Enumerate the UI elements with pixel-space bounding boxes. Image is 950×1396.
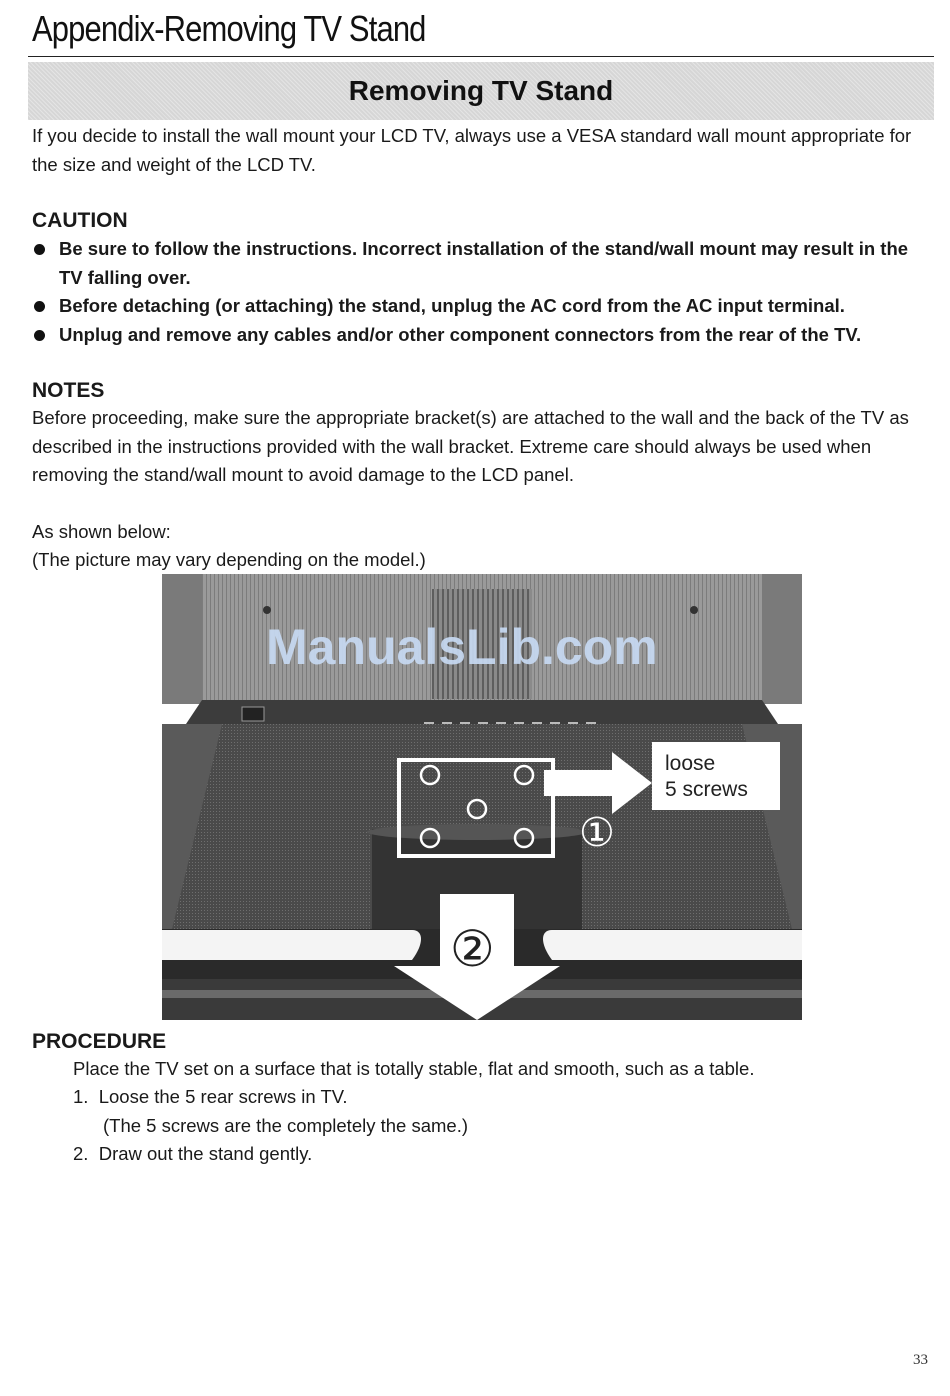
procedure-step-1-note: (The 5 screws are the completely the same.) [103,1115,469,1136]
callout-line1: loose [665,752,716,775]
notes-paragraph: Before proceeding, make sure the appropriate bracket(s) are attached to the wall and the back of the TV as described in the instructions provided with the wall bracket. Extreme care should always be used when removing the stand/wall mount to avoid damage to the LCD panel. [32,407,909,485]
bullet-icon [34,244,45,255]
picture-note: (The picture may vary depending on the model.) [32,549,426,570]
procedure-step-1: 1. Loose the 5 rear screws in TV. [73,1086,348,1107]
shown-below-text: As shown below: [32,521,171,542]
caution-item [32,321,934,350]
banner-title: Removing TV Stand [348,75,614,106]
section-banner [28,62,934,120]
caution-item [32,292,934,321]
procedure-intro: Place the TV set on a surface that is totally stable, flat and smooth, such as a table. [73,1058,755,1079]
caution-list [32,235,934,349]
step1-marker: ① [579,810,615,856]
caution-item-text: Unplug and remove any cables and/or other component connectors from the rear of the TV. [59,323,862,345]
tv-rear-photo [162,574,802,1020]
procedure-step-2: 2. Draw out the stand gently. [73,1143,313,1164]
page-title: Appendix-Removing TV Stand [32,8,426,49]
caution-item-text: Be sure to follow the instructions. Incorrect installation of the stand/wall mount may result in the TV falling over. [59,238,909,288]
watermark-logo: ManualsLib.com [266,619,658,675]
page-number: 33 [913,1352,928,1368]
callout-line2: 5 screws [665,778,748,801]
notes-heading: NOTES [32,379,105,402]
step2-marker: ② [450,920,495,978]
bullet-icon [34,301,45,312]
caution-item [32,235,934,292]
procedure-heading: PROCEDURE [32,1030,167,1053]
intro-paragraph: If you decide to install the wall mount your LCD TV, always use a VESA standard wall mount appropriate for the size and weight of the LCD TV. [32,125,912,175]
caution-item-text: Before detaching (or attaching) the stand, unplug the AC cord from the AC input terminal. [59,295,845,316]
bullet-icon [34,330,45,341]
title-divider [28,56,934,57]
caution-heading: CAUTION [32,209,128,232]
